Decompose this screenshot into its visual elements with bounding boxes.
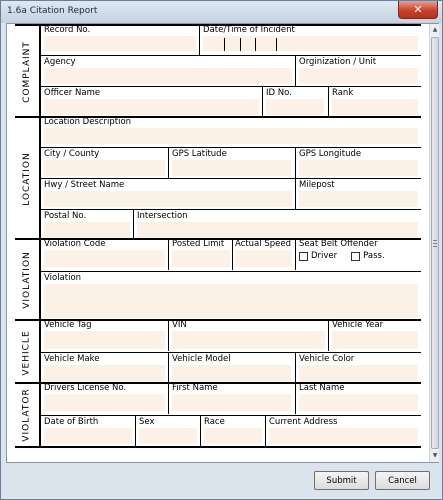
posted-limit-input[interactable] bbox=[172, 250, 230, 267]
agency-input[interactable] bbox=[44, 68, 292, 84]
location-row-1 bbox=[41, 116, 421, 147]
violation-label: Violation bbox=[44, 273, 82, 283]
current-address-label: Current Address bbox=[269, 417, 338, 427]
vehicle-year-input[interactable] bbox=[332, 331, 418, 349]
violator-row-2 bbox=[41, 415, 421, 446]
close-button[interactable] bbox=[398, 1, 438, 19]
officer-name-label: Officer Name bbox=[44, 88, 101, 98]
gps-longitude-input[interactable] bbox=[299, 160, 418, 176]
violator-row-1 bbox=[41, 382, 421, 415]
agency-label: Agency bbox=[44, 57, 76, 67]
pass-checkbox[interactable] bbox=[351, 251, 385, 261]
vehicle-section-label: VEHICLE bbox=[22, 329, 32, 376]
form-content bbox=[6, 23, 439, 463]
location-section-label: LOCATION bbox=[22, 152, 32, 206]
dob-label: Date of Birth bbox=[44, 417, 99, 427]
rank-input[interactable] bbox=[332, 99, 418, 115]
record-no-input[interactable] bbox=[44, 36, 196, 51]
race-input[interactable] bbox=[204, 428, 262, 444]
violation-code-input[interactable] bbox=[44, 250, 165, 267]
violation-row-1 bbox=[41, 238, 421, 271]
violator-section bbox=[15, 382, 421, 448]
vehicle-section bbox=[15, 319, 421, 384]
pass-label: Pass. bbox=[363, 251, 385, 261]
location-row-2 bbox=[41, 147, 421, 178]
scroll-up-icon[interactable]: ▲ bbox=[432, 26, 438, 33]
posted-limit-label: Posted Limit bbox=[172, 239, 225, 249]
driver-checkbox-box[interactable] bbox=[299, 252, 308, 261]
sex-input[interactable] bbox=[139, 428, 197, 444]
driver-checkbox[interactable] bbox=[299, 251, 337, 261]
seat-belt-group bbox=[295, 238, 421, 270]
violation-code-label: Violation Code bbox=[44, 239, 106, 249]
id-no-label: ID No. bbox=[266, 88, 292, 98]
complaint-section bbox=[15, 24, 421, 117]
hwy-street-input[interactable] bbox=[44, 191, 292, 207]
vehicle-color-input[interactable] bbox=[299, 365, 418, 382]
submit-button[interactable]: Submit bbox=[314, 471, 369, 490]
vin-input[interactable] bbox=[172, 331, 325, 349]
org-unit-label: Orginization / Unit bbox=[299, 57, 377, 67]
vehicle-model-input[interactable] bbox=[172, 365, 291, 382]
vehicle-color-label: Vehicle Color bbox=[299, 354, 355, 364]
postal-no-label: Postal No. bbox=[44, 211, 87, 221]
violation-input[interactable] bbox=[44, 284, 418, 318]
first-name-label: First Name bbox=[172, 383, 218, 393]
scrollbar-thumb[interactable] bbox=[431, 37, 439, 449]
seat-belt-label: Seat Belt Offender bbox=[299, 239, 378, 249]
postal-no-input[interactable] bbox=[44, 222, 130, 238]
last-name-label: Last Name bbox=[299, 383, 345, 393]
vehicle-make-input[interactable] bbox=[44, 365, 165, 382]
current-address-input[interactable] bbox=[269, 428, 418, 444]
vehicle-row-2 bbox=[41, 352, 421, 384]
vertical-scrollbar[interactable] bbox=[429, 24, 439, 462]
milepost-label: Milepost bbox=[299, 180, 335, 190]
org-unit-input[interactable] bbox=[299, 68, 418, 84]
complaint-row-2 bbox=[41, 55, 421, 86]
violation-section-label: VIOLATION bbox=[22, 251, 33, 309]
window-title: 1.6a Citation Report bbox=[7, 6, 98, 16]
scroll-down-icon[interactable]: ▼ bbox=[432, 452, 438, 459]
race-label: Race bbox=[204, 417, 225, 427]
violator-section-label: VIOLATOR bbox=[22, 388, 33, 442]
last-name-input[interactable] bbox=[299, 394, 418, 411]
actual-speed-input[interactable] bbox=[235, 250, 292, 267]
pass-checkbox-box[interactable] bbox=[351, 252, 360, 261]
vehicle-tag-input[interactable] bbox=[44, 331, 165, 349]
title-bar bbox=[1, 1, 442, 23]
complaint-row-3 bbox=[41, 86, 421, 117]
datetime-label: Date/Time of Incident bbox=[203, 25, 295, 35]
city-county-label: City / County bbox=[44, 149, 100, 159]
record-no-label: Record No. bbox=[44, 25, 91, 35]
vehicle-make-label: Vehicle Make bbox=[44, 354, 100, 364]
location-description-label: Location Description bbox=[44, 117, 132, 127]
license-no-input[interactable] bbox=[44, 394, 165, 411]
first-name-input[interactable] bbox=[172, 394, 291, 411]
milepost-input[interactable] bbox=[299, 191, 418, 207]
gps-latitude-input[interactable] bbox=[172, 160, 291, 176]
vehicle-year-label: Vehicle Year bbox=[332, 320, 384, 330]
complaint-section-label: COMPLAINT bbox=[22, 40, 33, 103]
license-no-label: Drivers License No. bbox=[44, 383, 127, 393]
location-section bbox=[15, 116, 421, 240]
id-no-input[interactable] bbox=[266, 99, 324, 115]
actual-speed-label: Actual Speed bbox=[235, 239, 291, 249]
violation-row-2 bbox=[41, 271, 421, 320]
vehicle-tag-label: Vehicle Tag bbox=[44, 320, 92, 330]
driver-label: Driver bbox=[311, 251, 338, 261]
gps-longitude-label: GPS Longitude bbox=[299, 149, 362, 159]
vin-label: VIN bbox=[172, 320, 187, 330]
dob-input[interactable] bbox=[44, 428, 132, 444]
officer-name-input[interactable] bbox=[44, 99, 259, 115]
gps-latitude-label: GPS Latitude bbox=[172, 149, 227, 159]
cancel-button[interactable]: Cancel bbox=[375, 471, 430, 490]
hwy-street-label: Hwy / Street Name bbox=[44, 180, 125, 190]
location-row-4 bbox=[41, 209, 421, 240]
city-county-input[interactable] bbox=[44, 160, 165, 176]
datetime-input[interactable] bbox=[203, 36, 418, 51]
violation-section bbox=[15, 238, 421, 320]
vehicle-model-label: Vehicle Model bbox=[172, 354, 231, 364]
sex-label: Sex bbox=[139, 417, 155, 427]
intersection-input[interactable] bbox=[137, 222, 418, 238]
complaint-row-1 bbox=[41, 24, 421, 55]
intersection-label: Intersection bbox=[137, 211, 188, 221]
location-description-input[interactable] bbox=[44, 128, 418, 144]
location-row-3 bbox=[41, 178, 421, 209]
rank-label: Rank bbox=[332, 88, 354, 98]
close-icon: ✕ bbox=[413, 3, 423, 16]
vehicle-row-1 bbox=[41, 319, 421, 352]
